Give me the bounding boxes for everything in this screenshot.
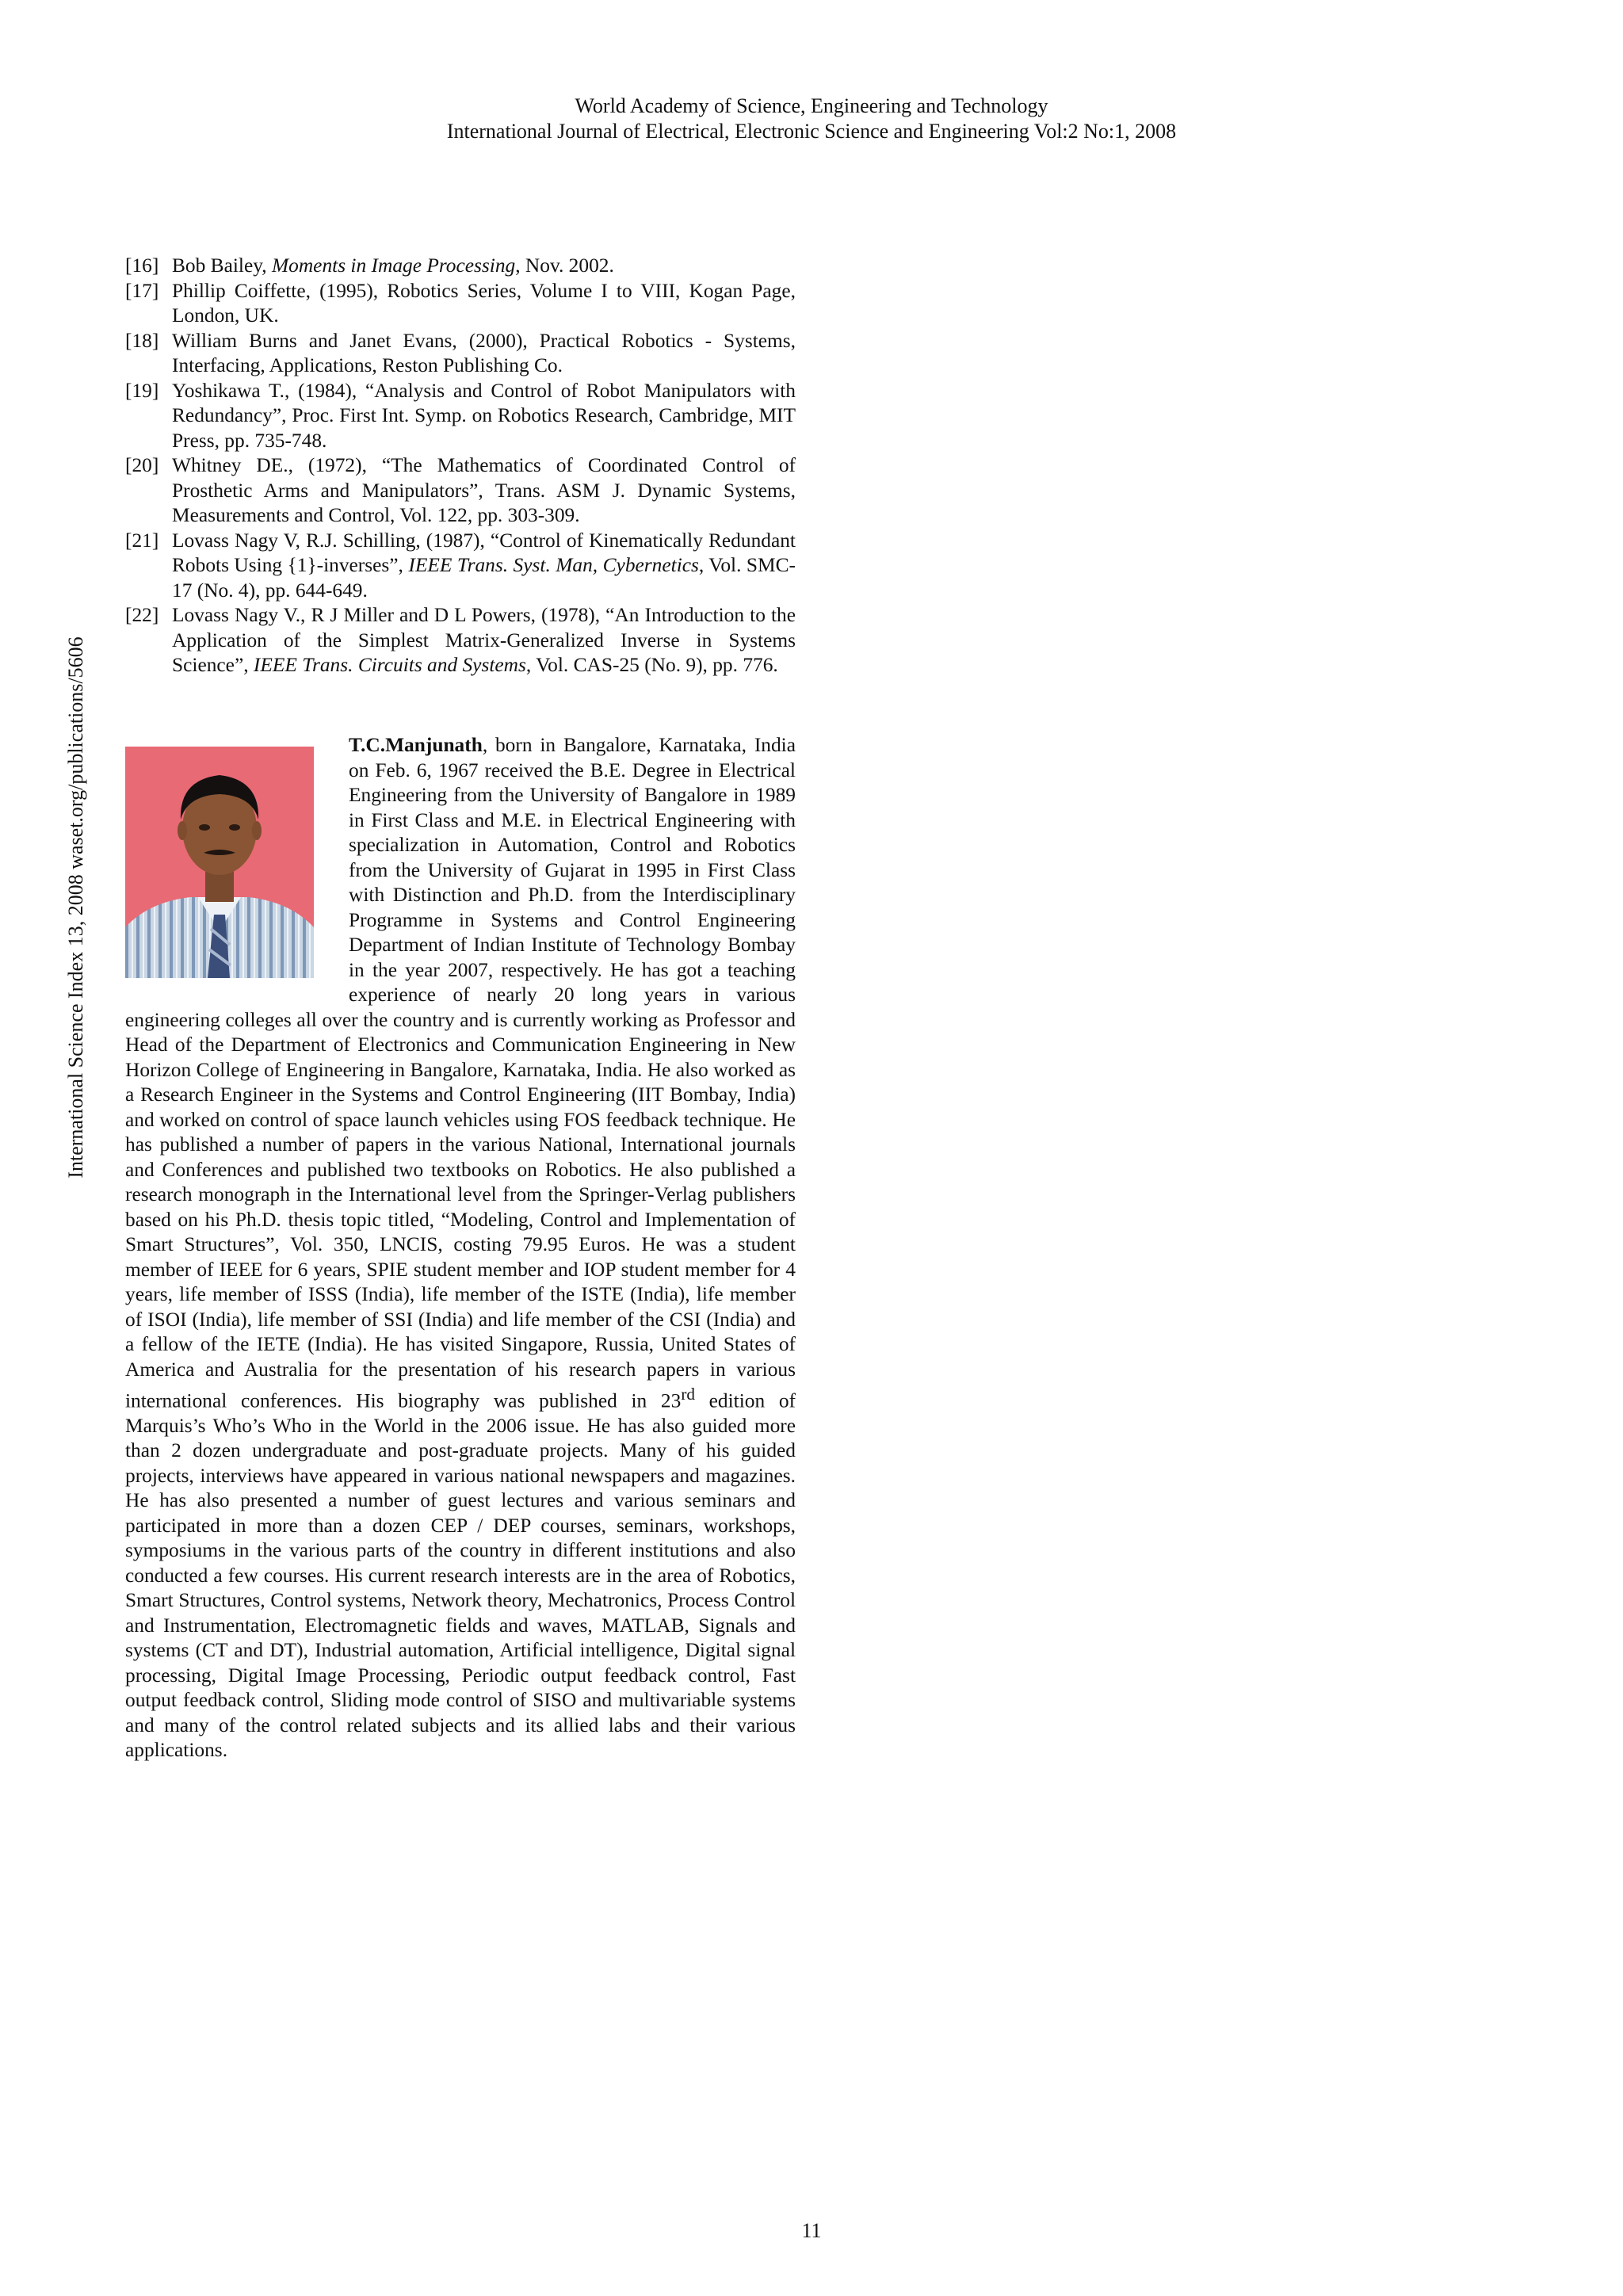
reference-item (125, 329, 796, 379)
reference-list (125, 254, 796, 678)
reference-number: [22] (125, 604, 159, 626)
reference-item (125, 603, 796, 678)
reference-number: [20] (125, 454, 159, 476)
journal-header-line-2: International Journal of Electrical, Electronic Science and Engineering Vol:2 No:1, 2008 (446, 120, 1177, 143)
reference-text-end: , Vol. SMC-17 (No. 4), pp. 644-649. (172, 554, 796, 602)
author-name: T.C.Manjunath (349, 734, 483, 756)
reference-text: Yoshikawa T., (1984), “Analysis and Control of Robot Manipulators with Redundancy”, Proc. First Int. Symp. on Robotics Research, Cambridge, MIT Press, pp. 735-748. (172, 379, 796, 452)
journal-header (0, 94, 1623, 144)
reference-text: Lovass Nagy V., R J Miller and D L Powers, (1978), “An Introduction to the Application of the Simplest Matrix-Generalized Inverse in Systems Science”, (172, 604, 796, 676)
reference-number: [21] (125, 529, 159, 552)
reference-number: [18] (125, 329, 159, 352)
author-bio-text: , born in Bangalore, Karnataka, India on Feb. 6, 1967 received the B.E. Degree in Electrical Engineering from the University of Bangalore in 1989 in First Class and M.E. in Electrical Engineering with specialization in Automation, Control and Robotics from the University of Gujarat in 1995 in First Class with Distinction and Ph.D. from the Interdisciplinary Programme in Systems and Control Engineering Department of Indian Institute of Technology Bombay in the year 2007, respectively. He has got a teaching experience of nearly 20 long years in various engineering colleges all over the country and is currently working as Professor and Head of the Department of Electronics and Communication Engineering in New Horizon College of Engineering in Bangalore, Karnataka, India. He also worked as a Research Engineer in the Systems and Control Engineering (IIT Bombay, India) and worked on control of space launch vehicles using FOS feedback technique. He has published a number of papers in the various National, International journals and Conferences and published two textbooks on Robotics. He also published a research monograph in the International level from the Springer-Verlag publishers based on his Ph.D. thesis topic titled, “Modeling, Control and Implementation of Smart Structures”, Vol. 350, LNCIS, costing 79.95 Euros. He was a student member of IEEE for 6 years, SPIE student member and IOP student member for 4 years, life member of ISSS (India), life member of the ISTE (India), life member of ISOI (India), life member of SSI (India) and life member of the CSI (India) and a fellow of the IETE (India). He has visited Singapore, Russia, United States of America and Australia for the presentation of his research papers in various international conferences. His biography was published in 23 (125, 734, 796, 1412)
side-index-label: International Science Index 13, 2008 waset.org/publications/5606 (64, 636, 87, 1179)
reference-number: [16] (125, 254, 159, 277)
reference-italic: IEEE Trans. Circuits and Systems (253, 654, 526, 676)
reference-text: William Burns and Janet Evans, (2000), Practical Robotics - Systems, Interfacing, Applications, Reston Publishing Co. (172, 329, 796, 376)
reference-text: Lovass Nagy V, R.J. Schilling, (1987), “Control of Kinematically Redundant Robots Using {1}-inverses”, (172, 529, 796, 576)
reference-text: Whitney DE., (1972), “The Mathematics of Coordinated Control of Prosthetic Arms and Manipulators”, Trans. ASM J. Dynamic Systems, Measurements and Control, Vol. 122, pp. 303-309. (172, 454, 796, 526)
reference-item (125, 279, 796, 329)
journal-header-line-1: World Academy of Science, Engineering and Technology (575, 94, 1048, 117)
author-bio-text-continued: edition of Marquis’s Who’s Who in the World in the 2006 issue. He has also guided more than 2 dozen undergraduate and post-graduate projects. Many of his guided projects, interviews have appeared in various national newspapers and magazines. He has also presented a number of guest lectures and various seminars and participated in more than a dozen CEP / DEP courses, seminars, workshops, symposiums in the various parts of the country in different institutions and also conducted a few courses. His current research interests are in the area of Robotics, Smart Structures, Control systems, Network theory, Mechatronics, Process Control and Instrumentation, Electromagnetic fields and waves, MATLAB, Signals and systems (CT and DT), Industrial automation, Artificial intelligence, Digital signal processing, Digital Image Processing, Periodic output feedback control, Fast output feedback control, Sliding mode control of SISO and multivariable systems and many of the control related subjects and its allied labs and their various applications. (125, 1389, 796, 1762)
reference-item (125, 453, 796, 529)
page-number: 11 (801, 2219, 822, 2242)
reference-number: [19] (125, 379, 159, 402)
reference-text: Bob Bailey, (172, 254, 272, 277)
reference-number: [17] (125, 279, 159, 302)
reference-text-end: , Vol. CAS-25 (No. 9), pp. 776. (525, 654, 778, 676)
reference-text: Phillip Coiffette, (1995), Robotics Series, Volume I to VIII, Kogan Page, London, UK. (172, 279, 796, 327)
ordinal-suffix: rd (681, 1385, 695, 1404)
reference-italic: IEEE Trans. Syst. Man, Cybernetics (408, 554, 699, 576)
reference-item (125, 379, 796, 454)
author-photo (125, 747, 314, 978)
reference-item (125, 529, 796, 604)
reference-item (125, 254, 796, 279)
author-biography (125, 733, 796, 1763)
reference-text-end: , Nov. 2002. (515, 254, 614, 277)
reference-italic: Moments in Image Processing (272, 254, 516, 277)
